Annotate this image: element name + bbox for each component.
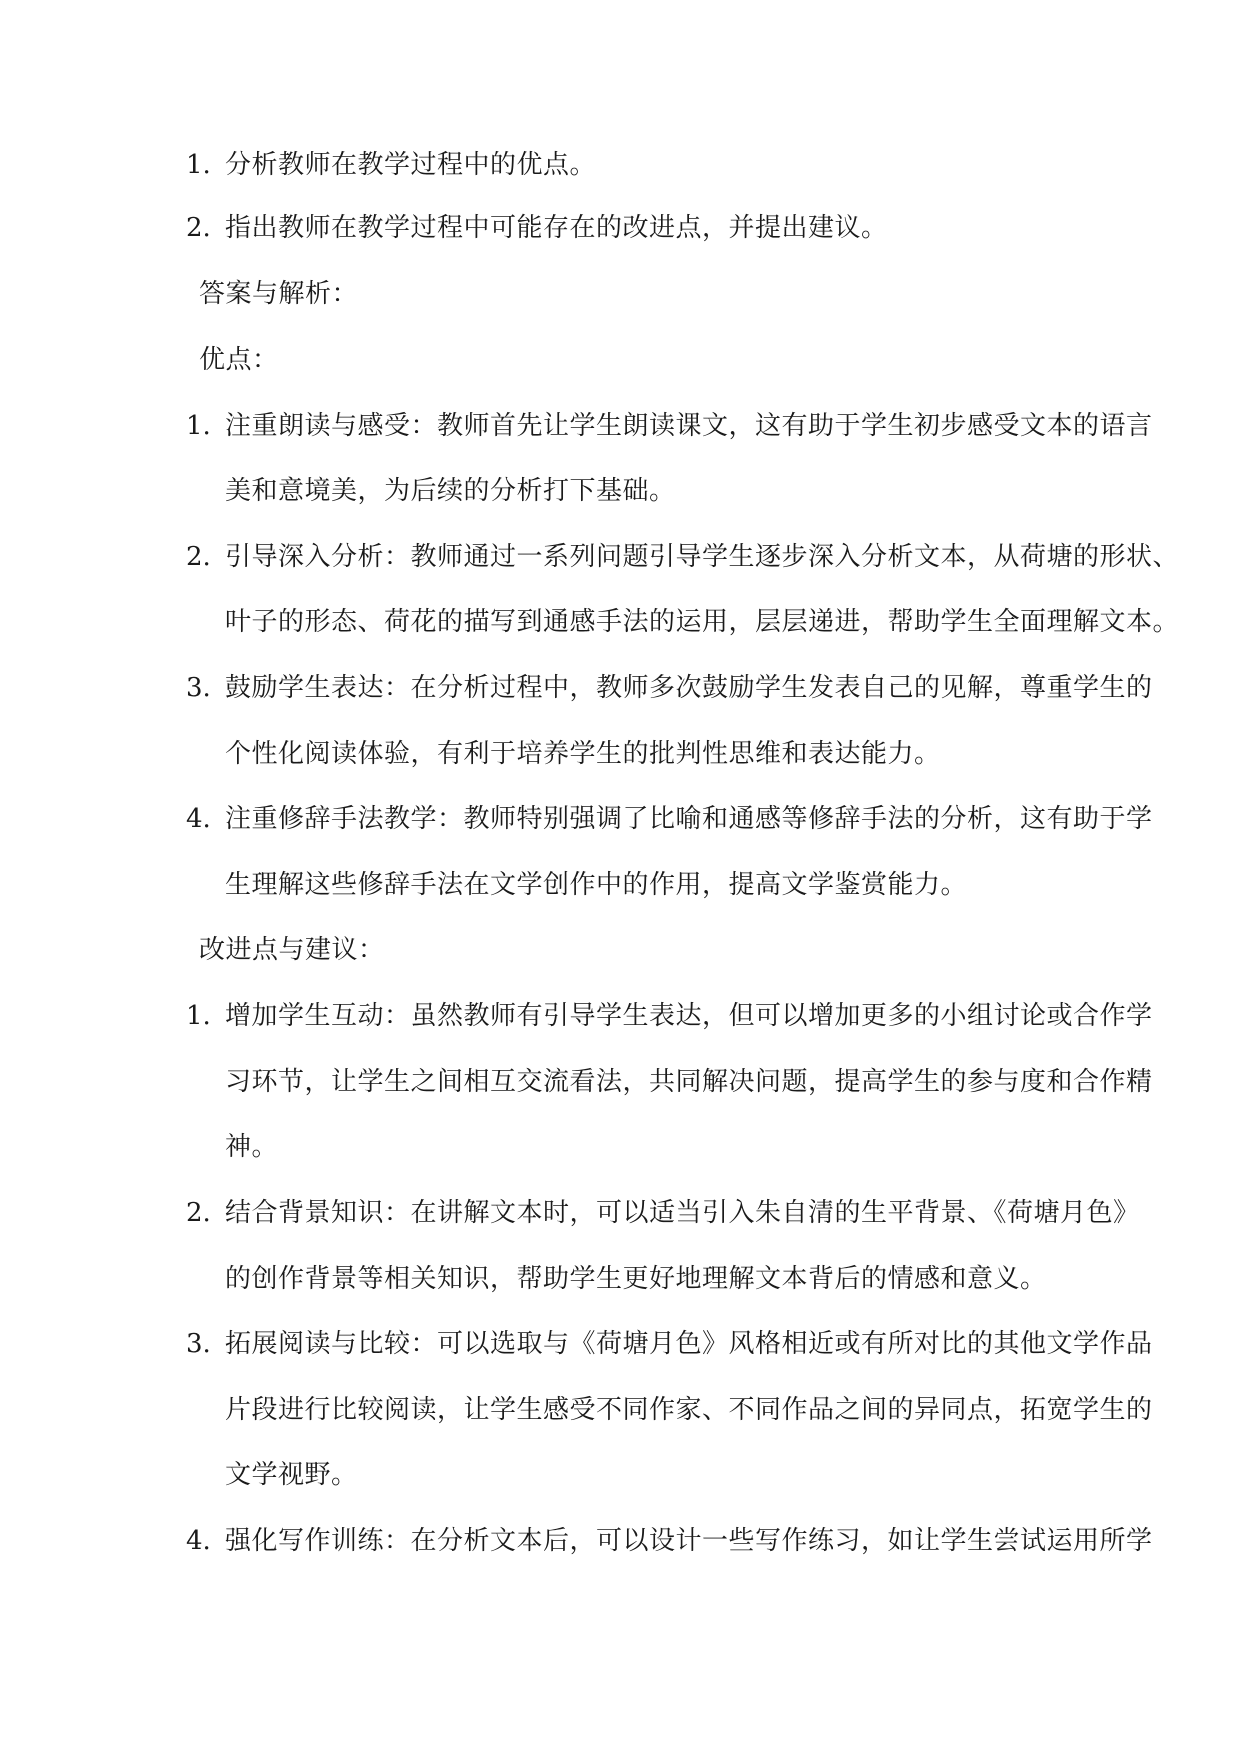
list-item-line: 拓展阅读与比较：可以选取与《荷塘月色》风格相近或有所对比的其他文学作品 bbox=[225, 1329, 1153, 1359]
list-item-line: 的创作背景等相关知识，帮助学生更好地理解文本背后的情感和意义。 bbox=[225, 1264, 1047, 1294]
improvements-heading: 改进点与建议： bbox=[199, 935, 385, 965]
list-number: 4. bbox=[186, 1526, 211, 1556]
list-item-line: 文学视野。 bbox=[225, 1460, 358, 1490]
list-item-line: 片段进行比较阅读，让学生感受不同作家、不同作品之间的异同点，拓宽学生的 bbox=[225, 1395, 1153, 1425]
list-item-line: 增加学生互动：虽然教师有引导学生表达，但可以增加更多的小组讨论或合作学 bbox=[225, 1001, 1153, 1031]
answer-heading: 答案与解析： bbox=[199, 279, 359, 309]
list-number: 2. bbox=[186, 1198, 211, 1228]
list-item-line: 生理解这些修辞手法在文学创作中的作用，提高文学鉴赏能力。 bbox=[225, 870, 968, 900]
list-item-line: 注重修辞手法教学：教师特别强调了比喻和通感等修辞手法的分析，这有助于学 bbox=[225, 804, 1153, 834]
question-text: 指出教师在教学过程中可能存在的改进点，并提出建议。 bbox=[225, 213, 888, 243]
list-item-line: 鼓励学生表达：在分析过程中，教师多次鼓励学生发表自己的见解，尊重学生的 bbox=[225, 673, 1153, 703]
list-number: 1. bbox=[186, 1001, 211, 1031]
question-text: 分析教师在教学过程中的优点。 bbox=[225, 150, 597, 180]
list-number: 1. bbox=[186, 411, 211, 441]
list-item-line: 引导深入分析：教师通过一系列问题引导学生逐步深入分析文本，从荷塘的形状、 bbox=[225, 542, 1180, 572]
list-item-line: 个性化阅读体验，有利于培养学生的批判性思维和表达能力。 bbox=[225, 739, 941, 769]
list-item-line: 神。 bbox=[225, 1132, 279, 1162]
question-number: 1. bbox=[186, 150, 211, 180]
list-item-line: 美和意境美，为后续的分析打下基础。 bbox=[225, 476, 676, 506]
list-number: 3. bbox=[186, 673, 211, 703]
question-number: 2. bbox=[186, 213, 211, 243]
list-item-line: 注重朗读与感受：教师首先让学生朗读课文，这有助于学生初步感受文本的语言 bbox=[225, 411, 1153, 441]
strengths-heading: 优点： bbox=[199, 345, 279, 375]
list-item-line: 习环节，让学生之间相互交流看法，共同解决问题，提高学生的参与度和合作精 bbox=[225, 1067, 1153, 1097]
list-number: 4. bbox=[186, 804, 211, 834]
list-item-line: 叶子的形态、荷花的描写到通感手法的运用，层层递进，帮助学生全面理解文本。 bbox=[225, 607, 1180, 637]
list-number: 2. bbox=[186, 542, 211, 572]
list-number: 3. bbox=[186, 1329, 211, 1359]
list-item-line: 结合背景知识：在讲解文本时，可以适当引入朱自清的生平背景、《荷塘月色》 bbox=[225, 1198, 1140, 1228]
list-item-line: 强化写作训练：在分析文本后，可以设计一些写作练习，如让学生尝试运用所学 bbox=[225, 1526, 1153, 1556]
